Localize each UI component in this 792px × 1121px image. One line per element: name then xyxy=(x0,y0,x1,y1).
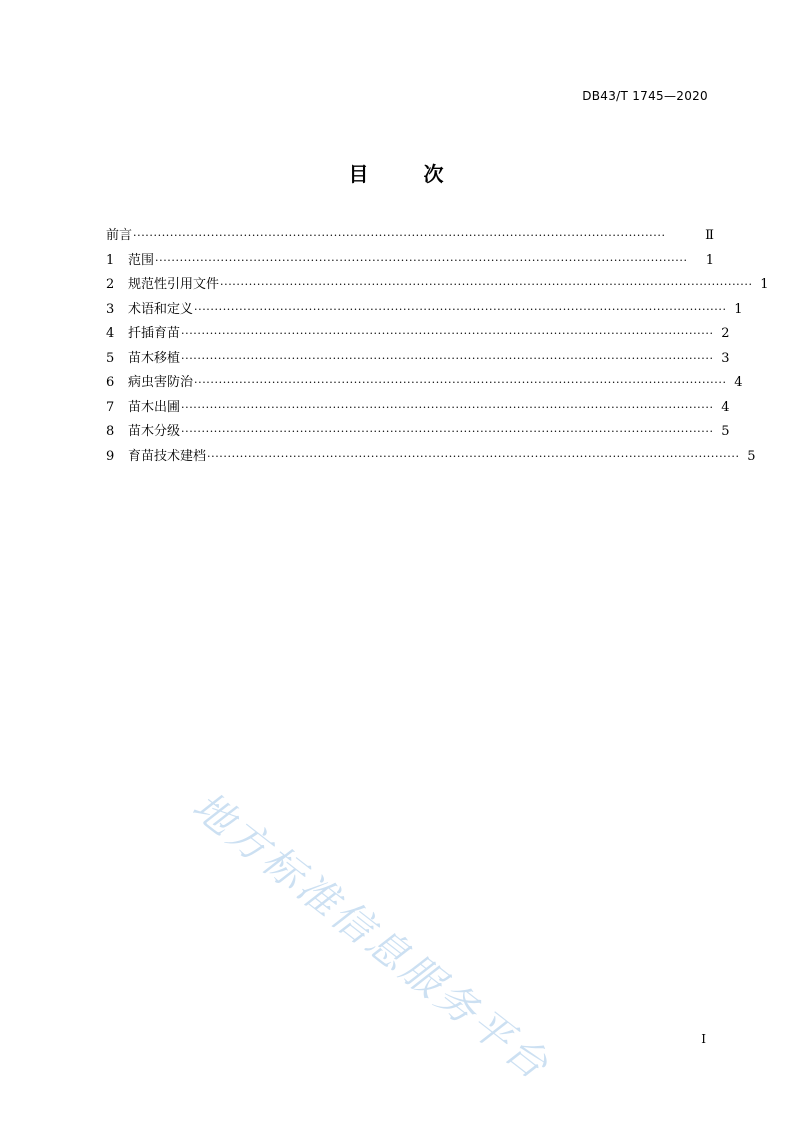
toc-entry-label: 苗木移植 xyxy=(128,350,181,366)
toc-leader-dots: ·································································································································· xyxy=(207,449,740,463)
toc-entry-label: 前言 xyxy=(106,228,133,243)
toc-leader-dots: ·································································································································· xyxy=(181,425,714,438)
toc-entry-number: 1 xyxy=(106,252,115,268)
toc-entry-label: 苗木分级 xyxy=(128,424,181,439)
table-of-contents xyxy=(106,227,769,472)
toc-entry-normative-references[interactable] xyxy=(106,276,769,301)
toc-entry-number: 6 xyxy=(106,375,115,390)
toc-leader-dots: ·································································································································· xyxy=(181,400,714,414)
document-code: DB43/T 1745—2020 xyxy=(582,89,708,103)
toc-title xyxy=(0,158,792,187)
toc-entry-label: 育苗技术建档 xyxy=(128,448,207,464)
toc-leader-dots: ·································································································································· xyxy=(155,253,688,267)
toc-entry-page: 4 xyxy=(734,375,743,390)
toc-entry-page: 4 xyxy=(721,399,730,415)
toc-entry-number: 4 xyxy=(106,326,115,341)
toc-entry-number: 2 xyxy=(106,277,115,292)
toc-entry-page: 3 xyxy=(721,350,730,366)
toc-leader-dots: ·································································································································· xyxy=(220,278,753,291)
toc-entry-transplanting[interactable] xyxy=(106,350,730,375)
page-number: I xyxy=(701,1032,706,1046)
toc-leader-dots: ·································································································································· xyxy=(194,376,727,389)
toc-entry-number: 7 xyxy=(106,399,115,415)
toc-entry-label: 范围 xyxy=(128,252,155,268)
toc-entry-page: Ⅱ xyxy=(705,228,714,243)
toc-leader-dots: ·································································································································· xyxy=(194,302,727,316)
toc-entry-page: 1 xyxy=(705,252,714,268)
toc-leader-dots: ·································································································································· xyxy=(181,351,714,365)
toc-entry-seedling-grading[interactable] xyxy=(106,423,730,448)
toc-entry-terms-definitions[interactable] xyxy=(106,301,743,326)
toc-title-char-2: 次 xyxy=(423,162,444,186)
toc-entry-page: 5 xyxy=(747,448,756,464)
toc-entry-nursery-lifting[interactable] xyxy=(106,399,730,424)
watermark: 地方标准信息服务平台 xyxy=(183,783,559,1091)
toc-entry-record-keeping[interactable] xyxy=(106,448,756,473)
toc-entry-page: 1 xyxy=(734,301,743,317)
toc-entry-page: 2 xyxy=(721,326,730,341)
toc-entry-label: 扦插育苗 xyxy=(128,326,181,341)
toc-entry-number: 8 xyxy=(106,424,115,439)
toc-entry-number: 3 xyxy=(106,301,115,317)
toc-entry-label: 术语和定义 xyxy=(128,301,194,317)
toc-title-char-1: 目 xyxy=(348,162,369,186)
toc-entry-page: 5 xyxy=(721,424,730,439)
toc-entry-number: 5 xyxy=(106,350,115,366)
toc-entry-scope[interactable] xyxy=(106,252,714,277)
toc-leader-dots: ·································································································································· xyxy=(133,229,666,242)
toc-entry-label: 苗木出圃 xyxy=(128,399,181,415)
toc-entry-label: 病虫害防治 xyxy=(128,375,194,390)
toc-entry-number: 9 xyxy=(106,448,115,464)
toc-entry-cutting-propagation[interactable] xyxy=(106,325,730,350)
toc-entry-page: 1 xyxy=(760,277,769,292)
toc-entry-foreword[interactable] xyxy=(106,227,714,252)
toc-entry-label: 规范性引用文件 xyxy=(128,277,220,292)
toc-leader-dots: ·································································································································· xyxy=(181,327,714,340)
toc-entry-pest-control[interactable] xyxy=(106,374,743,399)
